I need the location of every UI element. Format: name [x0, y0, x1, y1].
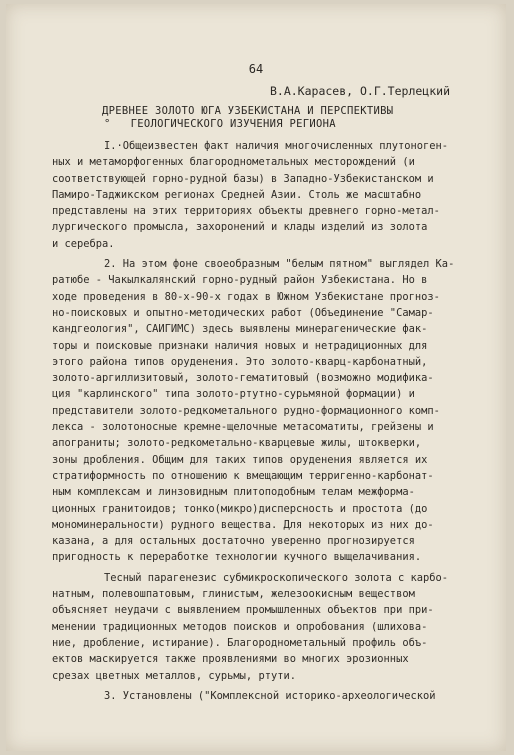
- page-number: 64: [248, 62, 264, 76]
- text-line: лургического промысла, захоронений и клады изделий из золота: [52, 221, 428, 234]
- text-line: пригодность к переработке технологии кучного выщелачивания.: [52, 551, 422, 564]
- text-line: ектов маскируется также проявлениями во многих эрозионных: [52, 653, 409, 666]
- text-line: I.·Общеизвестен факт наличия многочисленных плутоноген-: [104, 140, 449, 152]
- authors: В.А.Карасев, О.Г.Терлецкий: [269, 84, 450, 98]
- paragraph-4: [52, 688, 467, 704]
- text-line: ние, дробление, истирание). Благороднометальный профиль объ-: [52, 636, 428, 649]
- text-line: этого района типов оруденения. Это золото-кварц-карбонатный,: [52, 355, 428, 368]
- text-line: менении традиционных методов поисков и опробования (шлихова-: [52, 620, 428, 633]
- text-line: казана, а для остальных достаточно уверенно прогнозируется: [52, 535, 415, 548]
- text-line: 3. Установлены ("Комплексной историко-археологической: [104, 689, 436, 702]
- text-line: лекса - золотоносные кремне-щелочные метасоматиты, грейзены и: [52, 421, 434, 434]
- text-line: мономинеральности) рудного вещества. Для некоторых из них до-: [52, 518, 434, 531]
- text-line: ных и метаморфогенных благороднометальных месторождений (и: [52, 156, 415, 169]
- text-line: соответствующей горно-рудной базы) в Западно-Узбекистанском и: [52, 172, 434, 185]
- text-line: ратюбе - Чакылкалянский горно-рудный район Узбекистана. Но в: [52, 274, 428, 287]
- article-body: [52, 138, 467, 708]
- text-line: стратиформность по отношению к вмещающим терригенно-карбонат-: [52, 469, 434, 482]
- text-line: ным комплексам и линзовидным плитоподобным телам межформа-: [52, 486, 415, 499]
- text-line: ционных гранитоидов; тонко(микро)дисперсность и простота (до: [52, 502, 428, 515]
- text-line: торы и поисковые признаки наличия новых и нетрадиционных для: [52, 339, 428, 352]
- bullet-mark-icon: °: [104, 118, 111, 130]
- text-line: но-поисковых и опытно-методических работ (Объединение "Самар-: [52, 306, 434, 319]
- paragraph-1: [52, 138, 467, 252]
- text-line: Памиро-Таджикском регионах Средней Азии. Столь же масштабно: [52, 188, 422, 201]
- text-line: кандгеология", САИГИМС) здесь выявлены минерагенические фак-: [52, 323, 428, 336]
- text-line: представлены на этих территориях объекты древнего горно-метал-: [52, 205, 440, 218]
- paragraph-2: [52, 256, 467, 566]
- text-line: зоны дробления. Общим для таких типов оруденения является их: [52, 453, 428, 466]
- paragraph-3: [52, 570, 467, 684]
- text-line: золото-аргиллизитовый, золото-гематитовый (возможно модифика-: [52, 372, 434, 385]
- text-line: ция "карлинского" типа золото-ртутно-сурьмяной формации) и: [52, 388, 415, 401]
- text-line: срезах цветных металлов, сурьмы, ртути.: [52, 669, 296, 682]
- title-line-1: ДРЕВНЕЕ ЗОЛОТО ЮГА УЗБЕКИСТАНА И ПЕРСПЕКТИВЫ: [102, 105, 394, 117]
- article-title: [102, 105, 432, 131]
- text-line: объясняет неудачи с выявлением промышленных объектов при при-: [52, 604, 434, 617]
- text-line: и серебра.: [52, 237, 115, 250]
- text-line: ходе проведения в 80-х-90-х годах в Южном Узбекистане прогноз-: [52, 290, 440, 303]
- text-line: представители золото-редкометального рудно-формационного комп-: [52, 404, 440, 417]
- text-line: натным, полевошпатовым, глинистым, железоокисным веществом: [52, 588, 415, 601]
- document-page: [6, 4, 506, 751]
- title-line-2: ГЕОЛОГИЧЕСКОГО ИЗУЧЕНИЯ РЕГИОНА: [130, 118, 336, 130]
- text-line: Тесный парагенезис субмикроскопического золота с карбо-: [104, 571, 449, 584]
- text-line: апограниты; золото-редкометально-кварцевые жилы, штокверки,: [52, 437, 422, 450]
- text-line: 2. На этом фоне своеобразным "белым пятном" выглядел Ка-: [104, 258, 455, 271]
